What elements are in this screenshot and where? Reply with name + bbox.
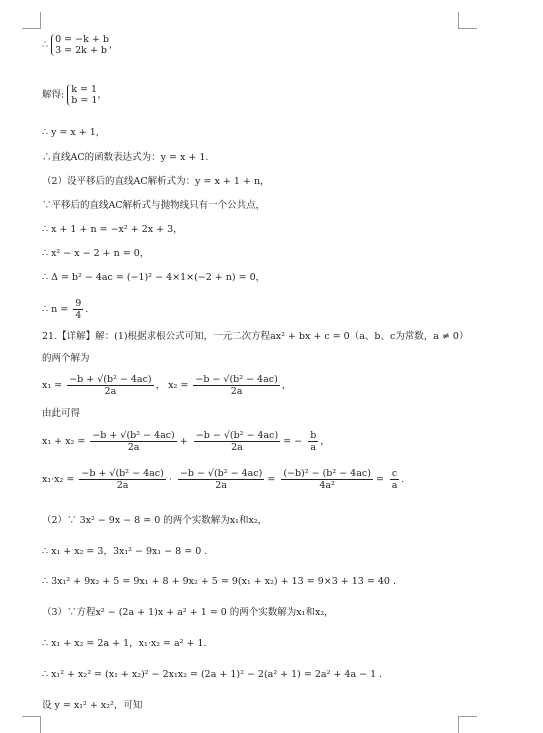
sum-of-roots-line	[42, 430, 330, 453]
system-eq-2: b = 1	[71, 95, 98, 106]
math-line-5: （2）设平移后的直线AC解析式为：y = x + 1 + n，	[42, 176, 270, 187]
denominator: 4a²	[319, 480, 335, 491]
solve-label: 解得:	[42, 89, 65, 101]
punct: ，	[320, 436, 330, 447]
numerator: −b + √(b² − 4ac)	[69, 374, 152, 385]
brace-system	[67, 84, 97, 106]
numerator: −b + √(b² − 4ac)	[81, 468, 164, 479]
problem-21-heading: 21.【详解】解：(1)根据求根公式可知，一元二次方程ax² + bx + c = 0（a、b、c为常数，a ≠ 0）	[42, 331, 469, 342]
math-line-9: ∴ Δ = b² − 4ac = (−1)² − 4×1×(−2 + n) = 0，	[42, 272, 266, 283]
operator: =	[375, 473, 384, 485]
math-line-18: ∴ x₁ + x₂ = 3，3x₁² − 9x₁ − 8 = 0 .	[42, 546, 208, 557]
math-line-12: 的两个解为	[42, 353, 90, 364]
numerator: c	[391, 468, 398, 479]
operator: +	[179, 435, 188, 447]
denominator: 2a	[127, 442, 140, 453]
fraction	[390, 468, 399, 491]
corner-mark-bottom-right	[458, 716, 477, 733]
math-line-21: ∴ x₁ + x₂ = 2a + 1，x₁·x₂ = a² + 1.	[42, 638, 207, 649]
fraction	[193, 374, 279, 397]
denominator: 4	[75, 310, 82, 321]
system-eq-1: 0 = −k + b	[55, 34, 109, 45]
numerator: −b − √(b² − 4ac)	[195, 430, 279, 441]
math-line-17: （2）∵ 3x² − 9x − 8 = 0 的两个实数解为x₁和x₂，	[42, 515, 268, 526]
denominator: 2a	[230, 386, 243, 397]
math-line-22: ∴ x₁² + x₂² = (x₁ + x₂)² − 2x₁x₂ = (2a + 1)² − 2(a² + 1) = 2a² + 4a − 1 .	[42, 669, 383, 680]
punct: ，	[281, 380, 292, 391]
product-of-roots-line	[42, 468, 404, 491]
system-eq-2: 3 = 2k + b	[55, 45, 108, 56]
equation-system-1	[42, 34, 118, 56]
numerator: −b − √(b² − 4ac)	[179, 468, 263, 479]
corner-mark-top-right	[458, 12, 477, 29]
operator: ·	[168, 473, 172, 485]
fraction	[308, 430, 318, 453]
denominator: a	[391, 480, 398, 491]
fraction	[90, 430, 176, 453]
lhs: x₁ + x₂ =	[42, 436, 86, 447]
fraction	[79, 468, 165, 491]
brace-system	[51, 34, 109, 56]
denominator: a	[310, 442, 317, 453]
corner-mark-bottom-left	[22, 716, 41, 733]
math-line-10	[42, 298, 88, 321]
math-line-20: （3）∵方程x² − (2a + 1)x + a² + 1 = 0 的两个实数解为x₁和x₂，	[42, 607, 334, 618]
fraction	[73, 298, 83, 321]
numerator: −b + √(b² − 4ac)	[92, 430, 175, 441]
math-line-6: ∵平移后的直线AC解析式与抛物线只有一个公共点，	[42, 200, 266, 211]
punct: .	[401, 474, 405, 485]
therefore-symbol: ∴	[42, 39, 49, 51]
numerator: −b − √(b² − 4ac)	[195, 374, 278, 385]
numerator: b	[310, 430, 317, 441]
numerator: (−b)² − (b² − 4ac)	[283, 468, 371, 479]
denominator: 2a	[116, 480, 129, 491]
math-line-23: 设 y = x₁² + x₂²，可知	[42, 700, 143, 711]
fraction	[178, 468, 264, 491]
system-eq-1: k = 1	[71, 84, 98, 95]
math-line-19: ∴ 3x₁² + 9x₂ + 5 = 9x₁ + 8 + 9x₂ + 5 = 9(x₁ + x₂) + 13 = 9×3 + 13 = 40 .	[42, 576, 396, 587]
math-line-3: ∴ y = x + 1,	[42, 127, 99, 138]
denominator: 2a	[104, 386, 117, 397]
operator: =	[267, 473, 276, 485]
punct: ，	[108, 39, 119, 51]
roots-formula-line	[42, 374, 291, 397]
fraction	[194, 430, 280, 453]
corner-mark-top-left	[22, 12, 41, 29]
math-line-7: ∴ x + 1 + n = −x² + 2x + 3，	[42, 224, 183, 235]
operator: = −	[283, 435, 303, 447]
x1-label: x₁ =	[42, 380, 63, 391]
denominator: 2a	[231, 442, 243, 453]
math-line-8: ∴ x² − x − 2 + n = 0，	[42, 248, 150, 259]
fraction	[281, 468, 373, 491]
lhs: x₁·x₂ =	[42, 474, 75, 485]
solution-system	[42, 84, 107, 106]
math-line-14: 由此可得	[42, 408, 81, 419]
n-equals: ∴ n =	[42, 304, 69, 315]
fraction	[67, 374, 153, 397]
math-line-4: ∴直线AC的函数表达式为：y = x + 1.	[42, 152, 209, 163]
numerator: 9	[75, 298, 82, 309]
denominator: 2a	[215, 480, 227, 491]
punct: ，	[97, 89, 107, 101]
x2-label: x₂ =	[168, 380, 189, 391]
punct: ，	[155, 380, 166, 391]
punct: .	[85, 304, 89, 315]
